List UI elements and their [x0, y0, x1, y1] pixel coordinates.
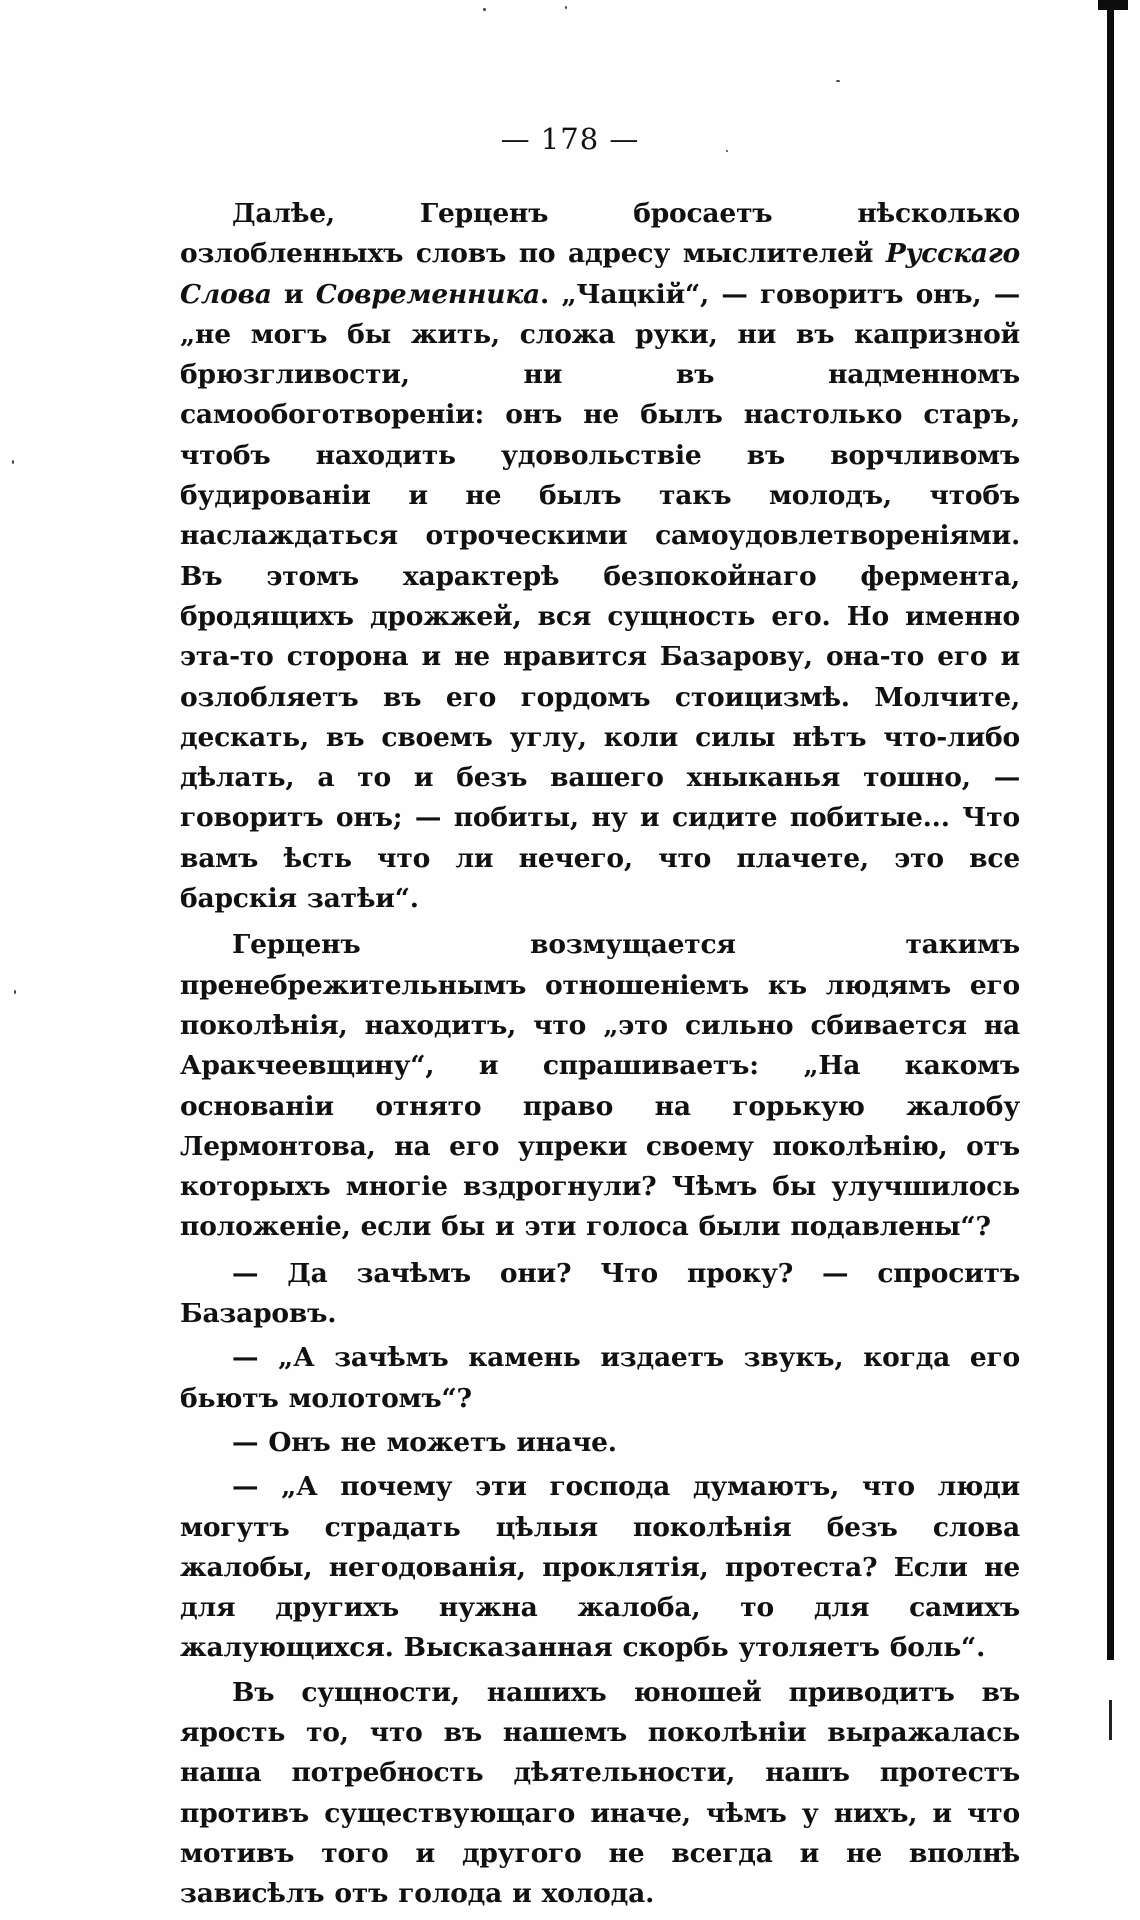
text-segment: Герценъ возмущается такимъ пренебрежительнымъ отношеніемъ къ людямъ его поколѣнія, находитъ, что „это сильно сбивается на Аракчеевщину“, и спрашиваетъ: „На какомъ основаніи отнято право на горькую жалобу Лермонтова, на его упреки своему поколѣнію, отъ которыхъ многіе вздрогнули? Чѣмъ бы улучшилось положеніе, если бы и эти голоса были подавлены“?: [180, 929, 1020, 1243]
scan-speck: [483, 8, 486, 11]
text-segment: — Да зачѣмъ они? Что проку? — спроситъ Базаровъ.: [180, 1257, 1020, 1330]
paragraph: [180, 1673, 1020, 1915]
text-segment: — „А зачѣмъ камень издаетъ звукъ, когда его бьютъ молотомъ“?: [180, 1342, 1020, 1414]
scan-speck: [565, 6, 567, 9]
text-segment: Далѣе, Герценъ бросаетъ нѣсколько озлобленныхъ словъ по адресу мыслителей: [180, 198, 1020, 270]
binding-edge-foot: [1109, 1700, 1112, 1740]
paragraph: [180, 925, 1020, 1247]
text-segment: и: [271, 278, 316, 310]
text-segment: Въ сущности, нашихъ юношей приводитъ въ ярость то, что въ нашемъ поколѣніи выражалась наша потребность дѣятельности, нашъ протестъ противъ существующаго иначе, чѣмъ у нихъ, и что мотивъ того и другого не всегда и не вполнѣ зависѣлъ отъ голода и холода.: [180, 1676, 1020, 1910]
text-segment: — Онъ не можетъ иначе.: [232, 1426, 617, 1458]
italic-title: Современника: [315, 278, 541, 310]
body-text: [180, 194, 1020, 1920]
dialogue-paragraph: [180, 1423, 1020, 1463]
dialogue-paragraph: [180, 1338, 1020, 1419]
page-number: — 178 —: [500, 122, 640, 156]
paragraph: [180, 194, 1020, 919]
italic-title: Русскаго Слова: [180, 238, 1020, 310]
binding-edge: [1107, 0, 1114, 1660]
dialogue-paragraph: [180, 1467, 1020, 1668]
text-segment: . „Чацкій“, — говоритъ онъ, — „не могъ бы жить, сложа руки, ни въ капризной брюзгливости, ни въ надменномъ самообоготвореніи: онъ не былъ настолько старъ, чтобъ находить удовольствіе въ ворчливомъ будированіи и не былъ такъ молодъ, чтобъ наслаждаться отроческими самоудовлетвореніями. Въ этомъ характерѣ безпокойнаго фермента, бродящихъ дрожжей, вся сущность его. Но именно эта-то сторона и не нравится Базарову, она-то его и озлобляетъ въ его гордомъ стоицизмѣ. Молчите, дескать, въ своемъ углу, коли силы нѣтъ что-либо дѣлать, а то и безъ вашего хныканья тошно, — говоритъ онъ; — побиты, ну и сидите побитые... Что вамъ ѣсть что ли нечего, что плачете, это все барскія затѣи“.: [180, 278, 1020, 915]
scan-speck: [12, 460, 14, 464]
dialogue-paragraph: [180, 1254, 1020, 1335]
scan-speck: [836, 80, 840, 82]
scan-speck: [14, 990, 16, 994]
text-segment: — „А почему эти господа думаютъ, что люди могутъ страдать цѣлыя поколѣнія безъ слова жалобы, негодованія, проклятія, протеста? Если не для другихъ нужна жалоба, то для самихъ жалующихся. Высказанная скорбь утоляетъ боль“.: [180, 1471, 1020, 1664]
